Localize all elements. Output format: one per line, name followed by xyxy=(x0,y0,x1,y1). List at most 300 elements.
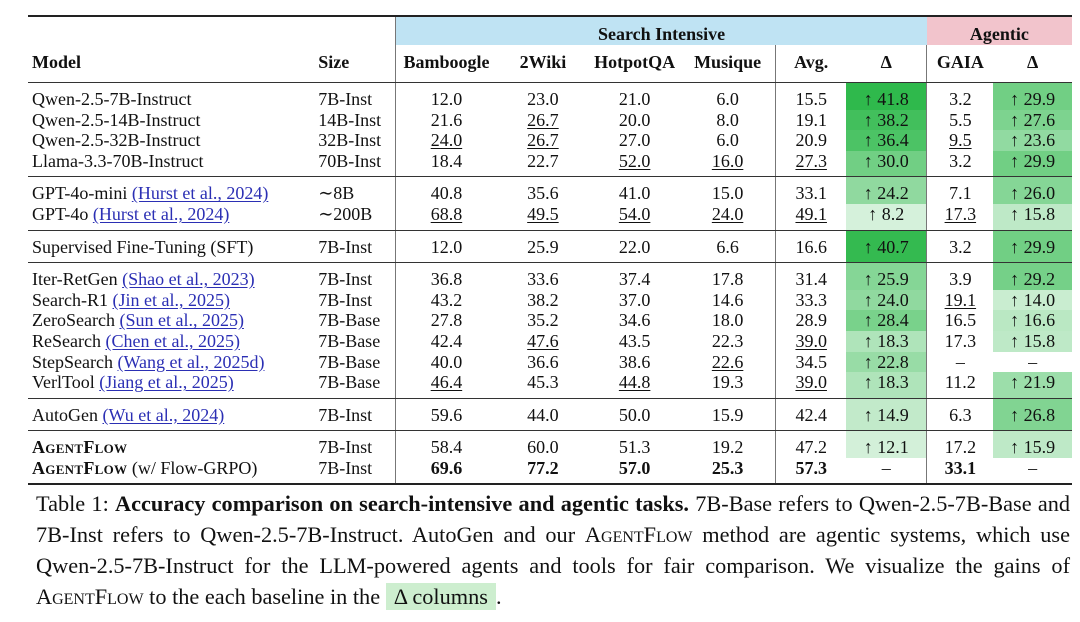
2wiki-value: 22.7 xyxy=(527,150,559,171)
gaia-value: 6.3 xyxy=(949,404,972,425)
musique-value: 15.9 xyxy=(711,404,744,425)
bamboogle-value: 27.8 xyxy=(430,310,463,331)
avg-cell xyxy=(776,230,847,263)
model-name: Qwen-2.5-32B-Instruct xyxy=(32,130,201,151)
citation-link[interactable]: (Wang et al., 2025d) xyxy=(117,351,265,372)
caption-agentflow-1: AgentFlow xyxy=(584,522,693,547)
bamboogle-value: 59.6 xyxy=(430,404,463,425)
delta-gaia-cell: ↑ 26.8 xyxy=(993,398,1072,431)
delta-search-cell: ↑ 24.2 xyxy=(846,177,927,204)
hotpotqa-value: 50.0 xyxy=(618,404,651,425)
avg-value: 27.3 xyxy=(795,150,827,171)
gaia-value: 16.5 xyxy=(944,310,977,331)
col-avg: Avg. xyxy=(776,45,847,83)
search-intensive-header: Search Intensive xyxy=(396,16,927,45)
model-cell xyxy=(28,177,314,204)
model-cell xyxy=(28,290,314,311)
delta-gaia-cell: ↑ 15.8 xyxy=(993,204,1072,230)
col-size: Size xyxy=(314,45,396,83)
2wiki-value: 77.2 xyxy=(527,457,559,478)
musique-cell xyxy=(680,372,776,398)
delta-gaia-cell: ↑ 29.2 xyxy=(993,263,1072,290)
avg-cell xyxy=(776,130,847,151)
caption-label: Table 1: xyxy=(36,491,109,516)
model-cell xyxy=(28,458,314,484)
size-cell: 70B-Inst xyxy=(314,151,396,177)
2wiki-value: 47.6 xyxy=(527,330,559,351)
gaia-cell xyxy=(927,398,994,431)
2wiki-value: 25.9 xyxy=(527,236,559,257)
size-cell: 7B-Inst xyxy=(314,230,396,263)
delta-search-cell: ↑ 25.9 xyxy=(846,263,927,290)
bamboogle-value: 40.8 xyxy=(430,183,463,204)
2wiki-value: 33.6 xyxy=(527,269,559,290)
hotpotqa-value: 21.0 xyxy=(618,89,651,109)
gaia-value: 3.2 xyxy=(949,236,972,257)
table-row xyxy=(28,310,1072,331)
delta-gaia-cell: ↑ 21.9 xyxy=(993,372,1072,398)
2wiki-cell xyxy=(497,372,590,398)
musique-value: 6.0 xyxy=(716,130,739,151)
size-cell: 7B-Base xyxy=(314,372,396,398)
delta-gaia-cell: – xyxy=(993,458,1072,484)
hotpotqa-value: 44.8 xyxy=(618,372,651,393)
gaia-value: 11.2 xyxy=(944,372,976,393)
size-cell: 7B-Inst xyxy=(318,289,373,310)
hotpotqa-cell xyxy=(589,151,680,177)
col-2wiki: 2Wiki xyxy=(497,45,590,83)
avg-cell xyxy=(776,310,847,331)
bamboogle-cell xyxy=(396,431,497,458)
hotpotqa-value: 22.0 xyxy=(618,236,651,257)
bamboogle-cell xyxy=(396,310,497,331)
col-model: Model xyxy=(28,45,314,83)
model-cell xyxy=(28,372,314,398)
avg-value: 39.0 xyxy=(795,330,827,351)
delta-gaia-cell: ↑ 27.6 xyxy=(993,110,1072,131)
avg-cell xyxy=(776,151,847,177)
gaia-value: 3.2 xyxy=(949,89,972,109)
musique-value: 6.0 xyxy=(716,89,739,109)
2wiki-cell xyxy=(497,398,590,431)
musique-value: 22.3 xyxy=(711,330,744,351)
hotpotqa-cell xyxy=(589,458,680,484)
gaia-value: 5.5 xyxy=(949,109,972,130)
gaia-cell xyxy=(927,352,994,373)
bamboogle-cell xyxy=(396,372,497,398)
model-suffix: (w/ Flow-GRPO) xyxy=(131,457,258,478)
musique-cell xyxy=(680,151,776,177)
model-cell xyxy=(28,130,314,151)
col-gaia: GAIA xyxy=(927,45,994,83)
2wiki-cell xyxy=(497,331,590,352)
hotpotqa-value: 51.3 xyxy=(618,437,651,458)
2wiki-cell xyxy=(497,352,590,373)
bamboogle-cell xyxy=(396,352,497,373)
table-row xyxy=(28,331,1072,352)
2wiki-value: 35.2 xyxy=(527,310,559,331)
hotpotqa-cell xyxy=(589,263,680,290)
gaia-cell xyxy=(927,151,994,177)
citation-link[interactable]: (Chen et al., 2025) xyxy=(105,330,240,351)
hotpotqa-value: 43.5 xyxy=(618,330,651,351)
model-name: ReSearch xyxy=(32,330,101,351)
table-row xyxy=(28,204,1072,230)
musique-value: 16.0 xyxy=(711,150,744,171)
hotpotqa-value: 37.0 xyxy=(618,289,651,310)
avg-value: 57.3 xyxy=(795,457,827,478)
model-name: Llama-3.3-70B-Instruct xyxy=(32,150,204,171)
musique-cell xyxy=(680,83,776,110)
model-cell xyxy=(28,151,314,177)
bamboogle-cell xyxy=(396,83,497,110)
citation-link[interactable]: (Shao et al., 2023) xyxy=(122,269,255,290)
musique-cell xyxy=(680,110,776,131)
2wiki-value: 38.2 xyxy=(527,289,559,310)
delta-search-cell: ↑ 18.3 xyxy=(846,331,927,352)
avg-cell xyxy=(776,290,847,311)
musique-cell xyxy=(680,130,776,151)
delta-gaia-cell: ↑ 26.0 xyxy=(993,177,1072,204)
hotpotqa-value: 34.6 xyxy=(618,310,651,331)
2wiki-cell xyxy=(497,151,590,177)
musique-value: 19.2 xyxy=(711,437,744,458)
musique-cell xyxy=(680,458,776,484)
group-header-row xyxy=(28,16,1072,45)
hotpotqa-cell xyxy=(589,331,680,352)
table-row xyxy=(28,83,1072,110)
size-cell: 7B-Inst xyxy=(318,89,373,109)
col-musique: Musique xyxy=(680,45,776,83)
table-row xyxy=(28,177,1072,204)
musique-value: 6.6 xyxy=(716,236,739,257)
gaia-cell xyxy=(927,331,994,352)
delta-search-cell: ↑ 24.0 xyxy=(846,290,927,311)
gaia-cell xyxy=(927,204,994,230)
musique-cell xyxy=(680,431,776,458)
col-delta-search: Δ xyxy=(846,45,927,83)
size-cell: 7B-Inst xyxy=(318,269,373,290)
size-cell: 7B-Base xyxy=(318,351,381,372)
bamboogle-value: 40.0 xyxy=(430,351,463,372)
bamboogle-value: 46.4 xyxy=(430,372,463,393)
gaia-value: 9.5 xyxy=(949,130,972,151)
bamboogle-value: 24.0 xyxy=(430,130,463,151)
model-name: Qwen-2.5-14B-Instruct xyxy=(32,109,201,130)
2wiki-cell xyxy=(497,130,590,151)
2wiki-cell xyxy=(497,263,590,290)
musique-cell xyxy=(680,331,776,352)
avg-cell xyxy=(776,83,847,110)
hotpotqa-value: 27.0 xyxy=(618,130,651,151)
gaia-value: 17.2 xyxy=(944,437,977,458)
model-cell xyxy=(28,110,314,131)
model-name: GPT-4o-mini xyxy=(32,183,128,204)
table-row xyxy=(28,398,1072,431)
model-name: Iter-RetGen xyxy=(32,269,118,290)
bamboogle-value: 12.0 xyxy=(430,236,463,257)
table-row xyxy=(28,372,1072,398)
delta-columns-highlight: Δ columns xyxy=(386,583,496,610)
2wiki-value: 60.0 xyxy=(527,437,559,458)
2wiki-cell xyxy=(497,310,590,331)
gaia-value: 17.3 xyxy=(944,330,977,351)
results-table xyxy=(28,15,1072,485)
2wiki-value: 23.0 xyxy=(527,89,559,109)
size-cell: ∼8B xyxy=(318,183,355,204)
col-delta-gaia: Δ xyxy=(993,45,1072,83)
model-cell xyxy=(28,230,314,263)
2wiki-cell xyxy=(497,290,590,311)
citation-link[interactable]: (Jiang et al., 2025) xyxy=(99,372,234,393)
musique-value: 15.0 xyxy=(711,183,744,204)
bamboogle-cell xyxy=(396,110,497,131)
hotpotqa-cell xyxy=(589,83,680,110)
bamboogle-value: 12.0 xyxy=(430,89,463,109)
delta-search-cell: ↑ 8.2 xyxy=(846,204,927,230)
model-cell xyxy=(28,83,314,110)
table-row xyxy=(28,230,1072,263)
delta-search-cell: – xyxy=(846,458,927,484)
musique-value: 14.6 xyxy=(711,289,744,310)
citation-link[interactable]: (Wu et al., 2024) xyxy=(102,404,225,425)
model-cell xyxy=(28,331,314,352)
table-caption xyxy=(36,488,1070,612)
delta-gaia-cell: ↑ 14.0 xyxy=(993,290,1072,311)
size-cell: 7B-Inst xyxy=(314,458,396,484)
bamboogle-cell xyxy=(396,177,497,204)
hotpotqa-cell xyxy=(589,398,680,431)
2wiki-value: 26.7 xyxy=(527,109,559,130)
avg-value: 39.0 xyxy=(795,372,827,393)
musique-value: 24.0 xyxy=(711,203,744,224)
avg-value: 16.6 xyxy=(795,236,827,257)
delta-gaia-cell: ↑ 15.8 xyxy=(993,331,1072,352)
hotpotqa-cell xyxy=(589,177,680,204)
hotpotqa-value: 57.0 xyxy=(618,457,651,478)
bamboogle-value: 69.6 xyxy=(430,457,463,478)
delta-search-cell: ↑ 18.3 xyxy=(846,372,927,398)
musique-cell xyxy=(680,290,776,311)
gaia-cell xyxy=(927,290,994,311)
gaia-cell xyxy=(927,177,994,204)
bamboogle-cell xyxy=(396,151,497,177)
2wiki-cell xyxy=(497,431,590,458)
musique-cell xyxy=(680,230,776,263)
musique-cell xyxy=(680,263,776,290)
bamboogle-cell xyxy=(396,458,497,484)
caption-title: Accuracy comparison on search-intensive and agentic tasks. xyxy=(115,491,689,516)
musique-cell xyxy=(680,352,776,373)
gaia-cell xyxy=(927,431,994,458)
2wiki-cell xyxy=(497,204,590,230)
delta-search-cell: ↑ 38.2 xyxy=(846,110,927,131)
col-bamboogle: Bamboogle xyxy=(396,45,497,83)
empty-header xyxy=(28,16,396,45)
2wiki-value: 44.0 xyxy=(527,404,559,425)
hotpotqa-cell xyxy=(589,130,680,151)
avg-value: 47.2 xyxy=(795,437,827,458)
citation-link[interactable]: (Hurst et al., 2024) xyxy=(92,203,230,224)
caption-text-1: 7B-Base refers to Qwen-2.5-7B-Base and 7B-Inst refers to Qwen-2.5-7B-Instruct. AutoGen and our xyxy=(36,491,1071,547)
gaia-value: 17.3 xyxy=(944,203,977,224)
gaia-value: 33.1 xyxy=(944,457,977,478)
model-name: Supervised Fine-Tuning (SFT) xyxy=(32,236,254,257)
musique-value: 17.8 xyxy=(711,269,744,290)
2wiki-value: 49.5 xyxy=(527,203,559,224)
model-cell xyxy=(28,204,314,230)
gaia-value: 3.9 xyxy=(949,269,972,290)
musique-value: 22.6 xyxy=(711,351,744,372)
size-cell: 7B-Inst xyxy=(314,398,396,431)
musique-cell xyxy=(680,204,776,230)
bamboogle-value: 18.4 xyxy=(430,150,463,171)
hotpotqa-cell xyxy=(589,310,680,331)
2wiki-value: 36.6 xyxy=(527,351,559,372)
delta-search-cell: ↑ 40.7 xyxy=(846,230,927,263)
model-cell xyxy=(28,263,314,290)
bamboogle-cell xyxy=(396,398,497,431)
gaia-value: 19.1 xyxy=(944,289,977,310)
caption-agentflow-2: AgentFlow xyxy=(36,584,144,609)
gaia-cell xyxy=(927,263,994,290)
2wiki-cell xyxy=(497,230,590,263)
2wiki-value: 35.6 xyxy=(527,183,559,204)
2wiki-cell xyxy=(497,110,590,131)
hotpotqa-value: 38.6 xyxy=(618,351,651,372)
bamboogle-value: 42.4 xyxy=(430,330,463,351)
delta-search-cell: ↑ 30.0 xyxy=(846,151,927,177)
column-header-row xyxy=(28,45,1072,83)
avg-value: 49.1 xyxy=(795,203,827,224)
bamboogle-cell xyxy=(396,290,497,311)
avg-cell xyxy=(776,177,847,204)
bamboogle-cell xyxy=(396,130,497,151)
avg-value: 31.4 xyxy=(795,269,827,290)
gaia-cell xyxy=(927,310,994,331)
citation-link[interactable]: (Jin et al., 2025) xyxy=(112,289,230,310)
musique-cell xyxy=(680,310,776,331)
model-name: VerlTool xyxy=(32,372,95,393)
gaia-cell xyxy=(927,130,994,151)
avg-cell xyxy=(776,372,847,398)
avg-value: 33.3 xyxy=(795,289,827,310)
bamboogle-cell xyxy=(396,204,497,230)
hotpotqa-cell xyxy=(589,290,680,311)
hotpotqa-value: 54.0 xyxy=(618,203,651,224)
table-row xyxy=(28,352,1072,373)
model-name: AgentFlow xyxy=(32,457,128,478)
musique-value: 18.0 xyxy=(711,310,744,331)
table-row xyxy=(28,290,1072,311)
model-name: Qwen-2.5-7B-Instruct xyxy=(32,89,192,109)
avg-cell xyxy=(776,352,847,373)
hotpotqa-cell xyxy=(589,431,680,458)
size-cell: 7B-Base xyxy=(318,330,381,351)
bamboogle-cell xyxy=(396,331,497,352)
table-row xyxy=(28,431,1072,458)
model-cell xyxy=(28,431,314,458)
hotpotqa-value: 41.0 xyxy=(618,183,651,204)
table-row xyxy=(28,151,1072,177)
hotpotqa-cell xyxy=(589,352,680,373)
table-row xyxy=(28,130,1072,151)
avg-value: 34.5 xyxy=(795,351,827,372)
caption-end: . xyxy=(495,584,502,609)
citation-link[interactable]: (Hurst et al., 2024) xyxy=(131,183,269,204)
table-row xyxy=(28,110,1072,131)
delta-search-cell: ↑ 22.8 xyxy=(846,352,927,373)
gaia-cell xyxy=(927,110,994,131)
delta-gaia-cell: ↑ 29.9 xyxy=(993,151,1072,177)
musique-value: 19.3 xyxy=(711,372,744,393)
size-cell: 7B-Inst xyxy=(318,437,373,458)
caption-text-2: method are agentic systems, which use Qwen-2.5-7B-Instruct for the LLM-powered agents and tools for fair comparison. We visualize the gains of xyxy=(36,522,1071,578)
gaia-cell xyxy=(927,230,994,263)
avg-cell xyxy=(776,331,847,352)
bamboogle-cell xyxy=(396,263,497,290)
gaia-cell xyxy=(927,458,994,484)
hotpotqa-cell xyxy=(589,230,680,263)
2wiki-cell xyxy=(497,177,590,204)
bamboogle-value: 21.6 xyxy=(430,109,463,130)
hotpotqa-cell xyxy=(589,204,680,230)
model-name: AgentFlow xyxy=(32,437,128,458)
avg-value: 15.5 xyxy=(795,89,827,109)
hotpotqa-value: 20.0 xyxy=(618,109,651,130)
delta-gaia-cell: ↑ 29.9 xyxy=(993,230,1072,263)
size-cell: 7B-Base xyxy=(318,310,381,331)
musique-value: 8.0 xyxy=(716,109,739,130)
avg-cell xyxy=(776,458,847,484)
2wiki-value: 45.3 xyxy=(527,372,559,393)
delta-search-cell: ↑ 36.4 xyxy=(846,130,927,151)
delta-search-cell: ↑ 41.8 xyxy=(846,83,927,110)
table-row xyxy=(28,263,1072,290)
2wiki-value: 26.7 xyxy=(527,130,559,151)
avg-value: 33.1 xyxy=(795,183,827,204)
delta-search-cell: ↑ 14.9 xyxy=(846,398,927,431)
gaia-value: – xyxy=(955,351,965,372)
avg-cell xyxy=(776,398,847,431)
avg-value: 42.4 xyxy=(795,404,827,425)
avg-value: 28.9 xyxy=(795,310,827,331)
delta-gaia-cell: ↑ 29.9 xyxy=(993,83,1072,110)
caption-text-3: to the each baseline in the xyxy=(149,584,381,609)
musique-cell xyxy=(680,177,776,204)
gaia-cell xyxy=(927,372,994,398)
size-cell: ∼200B xyxy=(314,204,396,230)
citation-link[interactable]: (Sun et al., 2025) xyxy=(119,310,244,331)
avg-cell xyxy=(776,204,847,230)
delta-gaia-cell: ↑ 16.6 xyxy=(993,310,1072,331)
model-name: ZeroSearch xyxy=(32,310,115,331)
musique-cell xyxy=(680,398,776,431)
avg-value: 19.1 xyxy=(795,109,827,130)
model-name: AutoGen xyxy=(32,404,98,425)
avg-cell xyxy=(776,431,847,458)
gaia-value: 3.2 xyxy=(949,150,972,171)
col-hotpotqa: HotpotQA xyxy=(589,45,680,83)
avg-value: 20.9 xyxy=(795,130,827,151)
table-body xyxy=(28,83,1072,484)
bamboogle-cell xyxy=(396,230,497,263)
hotpotqa-value: 37.4 xyxy=(618,269,651,290)
gaia-cell xyxy=(927,83,994,110)
size-cell: 32B-Inst xyxy=(318,130,382,151)
delta-gaia-cell: ↑ 15.9 xyxy=(993,431,1072,458)
2wiki-cell xyxy=(497,458,590,484)
